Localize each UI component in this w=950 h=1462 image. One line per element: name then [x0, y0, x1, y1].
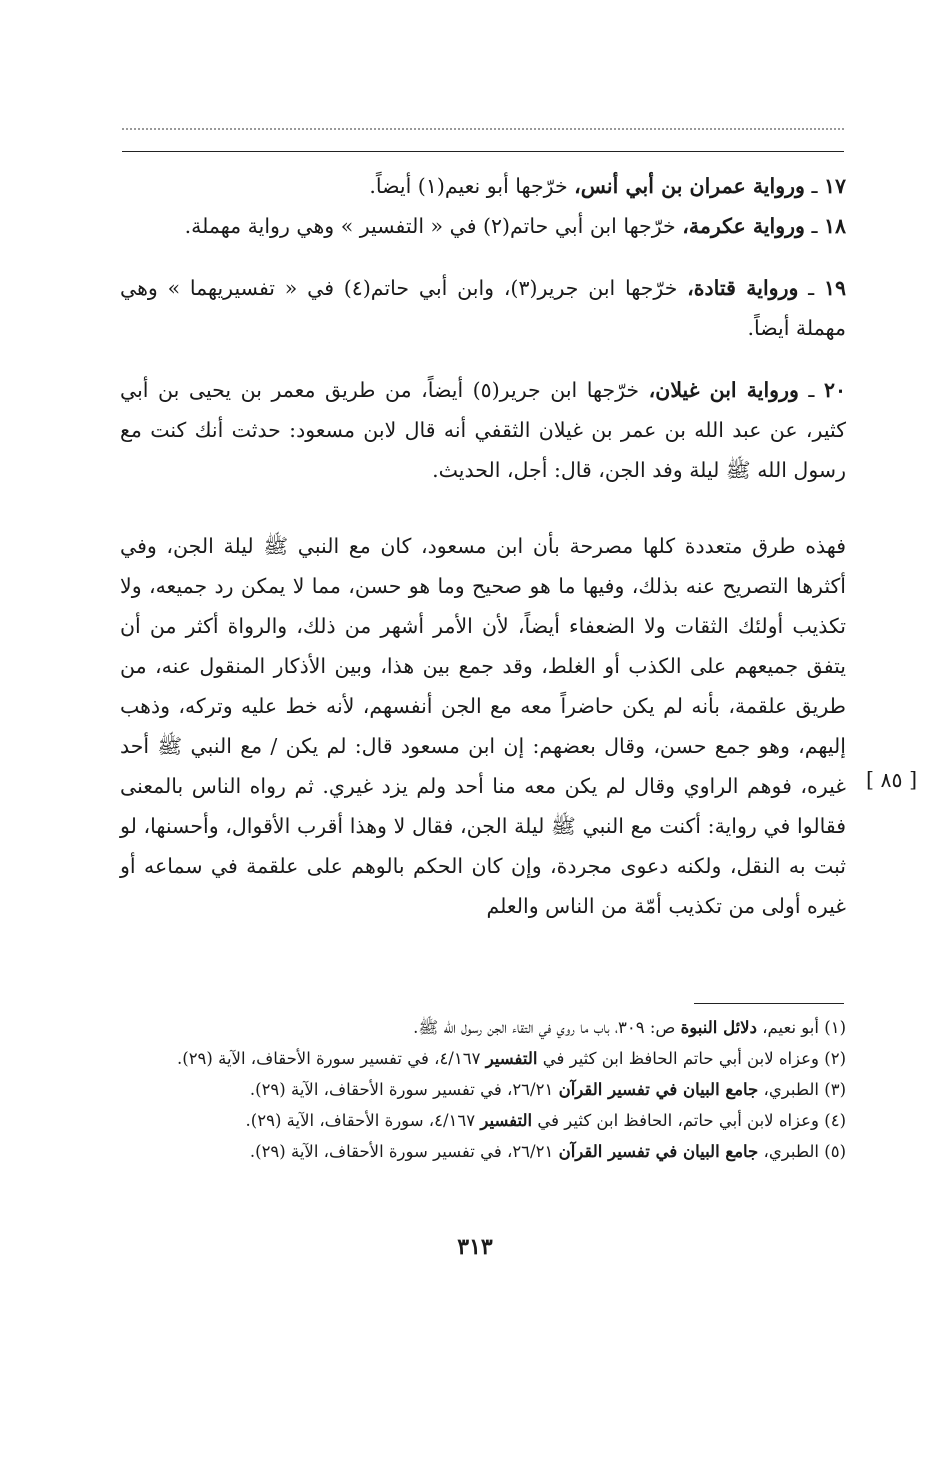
paragraph-number: ٢٠ — [823, 378, 846, 402]
paragraph-lead: ورواية قتادة، — [687, 276, 799, 300]
footnote-title: دلائل النبوة — [680, 1018, 757, 1037]
paragraph-17: ١٧ ـ ورواية عمران بن أبي أنس، خرّجها أبو نعيم(١) أيضاً. — [369, 174, 846, 198]
footnote-3 — [120, 1074, 846, 1105]
footnote-number: (٥) — [824, 1142, 846, 1161]
footnote-post: ٤/١٦٧، سورة الأحقاف، الآية (٢٩). — [245, 1111, 476, 1130]
paragraph-20: ٢٠ ـ ورواية ابن غيلان، خرّجها ابن جرير(٥) أيضاً، من طريق معمر بن يحيى بن أبي كثير، عن عبد الله بن عمر بن غيلان الثقفي أنه قال لابن مسعود: حدثت أنك كنت مع رسول الله ﷺ ليلة وفد الجن، قال: أجل، الحديث. — [120, 378, 846, 482]
footnote-post: ٢٦/٢١، في تفسير سورة الأحقاف، الآية (٢٩). — [249, 1080, 554, 1099]
footnote-5 — [120, 1136, 846, 1167]
footnote-number: (٤) — [824, 1111, 846, 1130]
paragraph-text: خرّجها أبو نعيم(١) أيضاً. — [369, 174, 568, 198]
footnote-title: جامع البيان في تفسير القرآن — [558, 1080, 759, 1099]
footnote-pre: الطبري، — [763, 1080, 819, 1099]
paragraph-text: خرّجها ابن أبي حاتم(٢) في « التفسير » وهي رواية مهملة. — [184, 214, 676, 238]
paragraph-number: ١٩ — [823, 276, 846, 300]
paragraph-lead: ورواية ابن غيلان، — [648, 378, 799, 402]
footnote-number: (٣) — [824, 1080, 846, 1099]
footnote-1 — [120, 1012, 846, 1043]
footnote-pre: أبو نعيم، — [762, 1018, 819, 1037]
footnote-title: التفسير — [485, 1049, 538, 1068]
paragraph-lead: ورواية عكرمة، — [682, 214, 805, 238]
footnote-separator — [694, 1003, 844, 1004]
footnote-pre: وعزاه لابن أبي حاتم الحافظ ابن كثير في — [542, 1049, 819, 1068]
paragraph-text: خرّجها ابن جرير(٥) أيضاً، من طريق معمر بن يحيى بن أبي كثير، عن عبد الله بن عمر بن غيلان الثقفي أنه قال لابن مسعود: حدثت أنك كنت مع رسول الله ﷺ ليلة وفد الجن، قال: أجل، الحديث. — [120, 378, 846, 482]
paragraph-18: ١٨ ـ ورواية عكرمة، خرّجها ابن أبي حاتم(٢) في « التفسير » وهي رواية مهملة. — [184, 214, 846, 238]
footnote-post: ٢٦/٢١، في تفسير سورة الأحقاف، الآية (٢٩). — [249, 1142, 554, 1161]
paragraph-text: خرّجها ابن جرير(٣)، وابن أبي حاتم(٤) في « تفسيريهما » وهي مهملة أيضاً. — [120, 276, 846, 340]
footnote-4 — [120, 1105, 846, 1136]
main-text — [120, 166, 846, 926]
footnote-pre: وعزاه لابن أبي حاتم، الحافظ ابن كثير في — [537, 1111, 819, 1130]
footnote-number: (٢) — [824, 1049, 846, 1068]
header-solid-rule — [122, 151, 844, 152]
footnote-title: جامع البيان في تفسير القرآن — [558, 1142, 759, 1161]
footnote-title: التفسير — [480, 1111, 533, 1130]
footnote-number: (١) — [824, 1018, 846, 1037]
footnotes — [120, 1012, 846, 1167]
paragraph-19: ١٩ ـ ورواية قتادة، خرّجها ابن جرير(٣)، وابن أبي حاتم(٤) في « تفسيريهما » وهي مهملة أيضاً. — [120, 276, 846, 340]
header-dotted-rule — [122, 128, 844, 130]
paragraph-number: ١٨ — [823, 214, 846, 238]
footnote-post: ص: ٣٠٩، باب ما روي في التقاء الجن رسول الله ﷺ. — [413, 1018, 676, 1037]
paragraph-lead: ورواية عمران بن أبي أنس، — [574, 174, 805, 198]
footnote-post: ٤/١٦٧، في تفسير سورة الأحقاف، الآية (٢٩). — [177, 1049, 481, 1068]
page-number: ٣١٣ — [457, 1234, 493, 1260]
margin-folio-note: [ ٨٥ ] — [866, 768, 918, 792]
discussion-paragraph: فهذه طرق متعددة كلها مصرحة بأن ابن مسعود، كان مع النبي ﷺ ليلة الجن، وفي أكثرها التصريح عنه بذلك، وفيها ما هو صحيح وما هو حسن، مما لا يمكن رد جميعه، ولا تكذيب أولئك الثقات ولا الضعفاء أيضاً، لأن الأمر أشهر من ذلك، والرواة أكثر من أن يتفق جميعهم على الكذب أو الغلط، وقد جمع بين هذا، وبين الأذكار المنقول عنه، من طريق علقمة، بأنه لم يكن حاضراً معه مع الجن أنفسهم، لأنه خط عليه وتركه، وذهب إليهم، وهو جمع حسن، وقال بعضهم: إن ابن مسعود قال: لم يكن / مع النبي ﷺ أحد غيره، فوهم الراوي وقال لم يكن معه منا أحد ولم يزد غيري. ثم رواه الناس بالمعنى فقالوا في رواية: أكنت مع النبي ﷺ ليلة الجن، فقال لا وهذا أقرب الأقوال، وأحسنها، لو ثبت به النقل، ولكنه دعوى مجردة، وإن كان الحكم بالوهم على علقمة في سماعه أو غيره أولى من تكذيب أمّة من الناس والعلم — [120, 534, 846, 918]
paragraph-number: ١٧ — [823, 174, 846, 198]
footnote-2 — [120, 1043, 846, 1074]
footnote-pre: الطبري، — [763, 1142, 819, 1161]
